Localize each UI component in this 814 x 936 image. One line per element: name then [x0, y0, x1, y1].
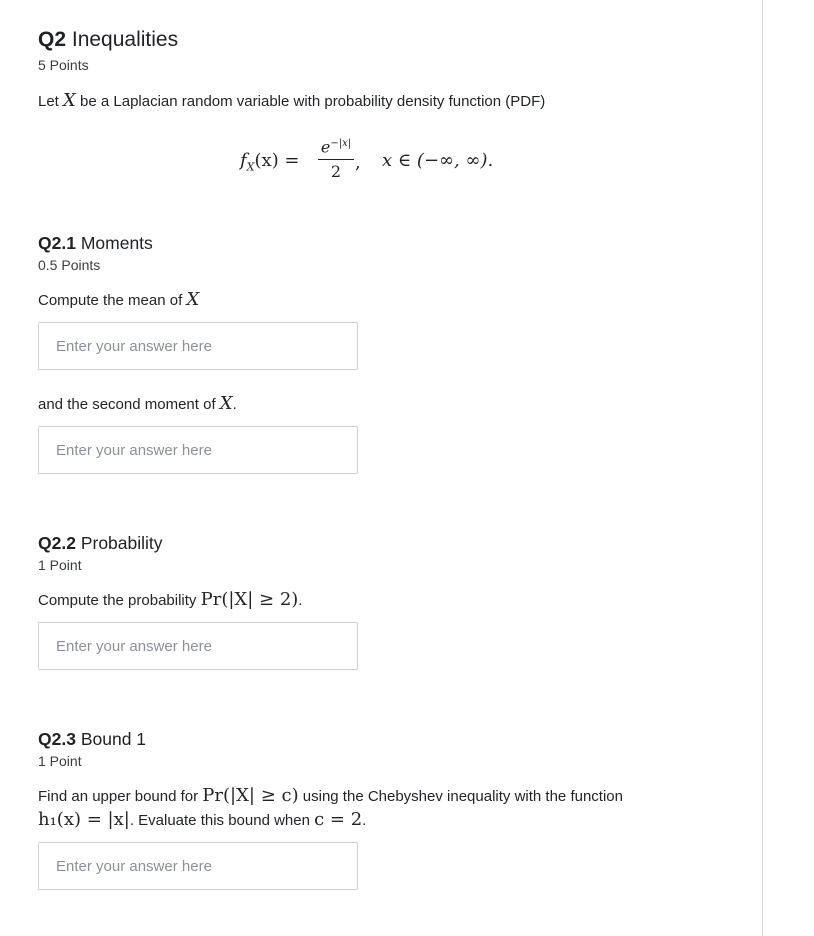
question-points: 5 Points	[38, 57, 89, 73]
pdf-formula: $f_X(x)$ = $e^{-|x|}$ 2 , x ∈ (−∞, ∞).	[240, 134, 540, 186]
answer-input-mean[interactable]	[38, 322, 358, 370]
question-title	[38, 27, 178, 53]
part-prompt-probability: Compute the probability Pr(|X| ≥ 2).	[38, 589, 303, 610]
answer-input-bound[interactable]	[38, 842, 358, 890]
part-prompt-mean: Compute the mean of X	[38, 289, 200, 310]
formula-domain: x ∈ (−∞, ∞).	[382, 150, 494, 171]
answer-input-probability[interactable]	[38, 622, 358, 670]
question-intro: Let X be a Laplacian random variable with probability density function (PDF)	[38, 90, 546, 111]
part-title-q2-3: Q2.3 Bound 1	[38, 729, 147, 749]
part-prompt-second-moment: and the second moment of X.	[38, 393, 237, 414]
formula-fraction: $e^{-|x|}$ 2	[318, 134, 354, 182]
part-points-q2-1: 0.5 Points	[38, 257, 101, 273]
question-number: Q2	[38, 28, 67, 51]
question-title-text: Inequalities	[71, 28, 179, 51]
part-points-q2-3: 1 Point	[38, 753, 82, 769]
part-prompt-bound: Find an upper bound for Pr(|X| ≥ c) using the Chebyshev inequality with the function h₁(x) = |x|. Evaluate this bound when c = 2.	[38, 785, 623, 830]
answer-input-second-moment[interactable]	[38, 426, 358, 474]
part-title-q2-2: Q2.2 Probability	[38, 533, 163, 553]
part-title-q2-1: Q2.1 Moments	[38, 233, 153, 253]
right-margin	[763, 0, 814, 936]
part-points-q2-2: 1 Point	[38, 557, 82, 573]
